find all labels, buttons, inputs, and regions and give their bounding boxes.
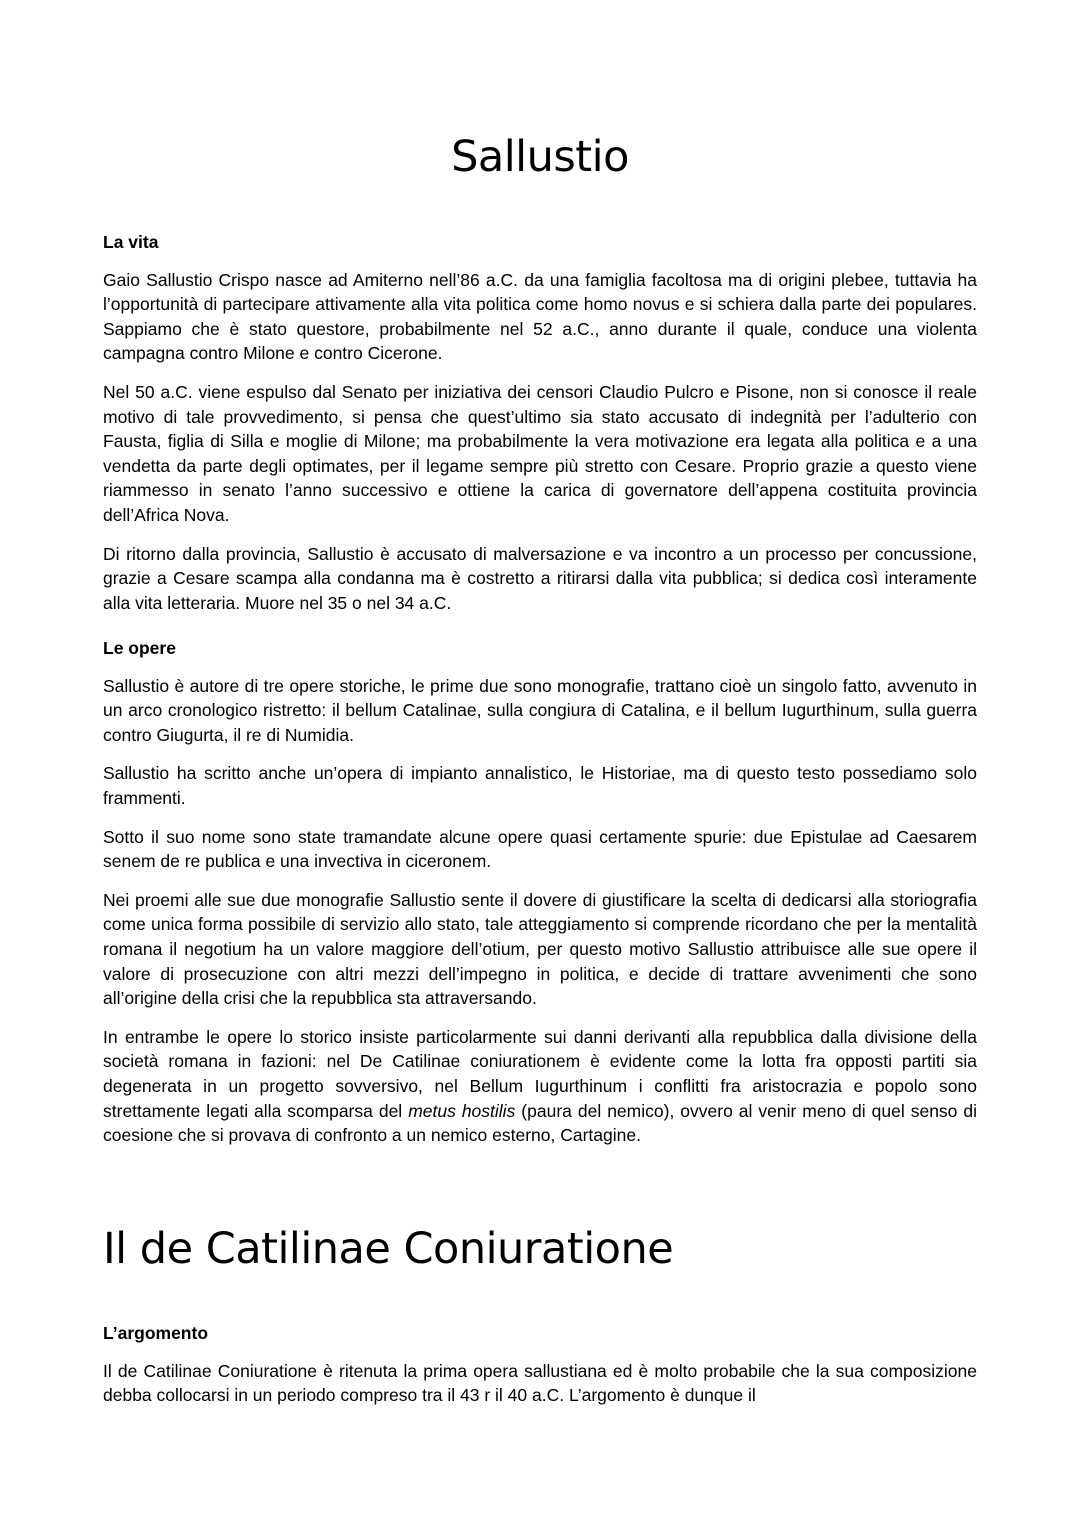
paragraph: Di ritorno dalla provincia, Sallustio è accusato di malversazione e va incontro a un processo per concussione, grazie a Cesare scampa alla condanna ma è costretto a ritirarsi dalla vita pubblica; si dedica così interamente alla vita letteraria. Muore nel 35 o nel 34 a.C. <box>103 543 977 613</box>
paragraph: Il de Catilinae Coniuratione è ritenuta la prima opera sallustiana ed è molto probabile che la sua composizione debba collocarsi in un periodo compreso tra il 43 r il 40 a.C. L’argomento è dunque il <box>103 1360 977 1406</box>
paragraph: Sallustio ha scritto anche un’opera di impianto annalistico, le Historiae, ma di questo testo possediamo solo frammenti. <box>103 763 977 808</box>
section-argomento <box>103 1321 977 1422</box>
paragraph <box>103 1025 977 1148</box>
paragraph: Gaio Sallustio Crispo nasce ad Amiterno nell’86 a.C. da una famiglia facoltosa ma di origini plebee, tuttavia ha l’opportunità di partecipare attivamente alla vita politica come homo novus e si schiera dalla parte dei populares. Sappiamo che è stato questore, probabilmente nel 52 a.C., anno durante il quale, conduce una violenta campagna contro Milone e contro Cicerone. <box>103 269 977 364</box>
paragraph: Sotto il suo nome sono state tramandate alcune opere quasi certamente spurie: due Epistulae ad Caesarem senem de re publica e una invectiva in ciceronem. <box>103 826 977 872</box>
section-le-opere <box>103 636 977 1162</box>
paragraph: Sallustio è autore di tre opere storiche, le prime due sono monografie, trattano cioè un singolo fatto, avvenuto in un arco cronologico ristretto: il bellum Catalinae, sulla congiura di Catalina, e il bellum Iugurthinum, sulla guerra contro Giugurta, il re di Numidia. <box>103 675 977 745</box>
italic-term: metus hostilis <box>408 1100 516 1121</box>
section-heading: La vita <box>103 232 159 252</box>
section-title: Il de Catilinae Coniuratione <box>103 1224 674 1274</box>
section-heading: Le opere <box>103 638 176 658</box>
paragraph-text: In entrambe le opere lo storico insiste particolarmente sui danni derivanti alla repubblica dalla divisione della società romana in fazioni: nel De Catilinae coniurationem è evidente come la lotta fra opposti partiti sia degenerata in un progetto sovversivo, nel Bellum Iugurthinum i conflitti fra aristocrazia e popolo sono strettamente legati alla scomparsa del <box>103 1026 977 1121</box>
document-title: Sallustio <box>451 132 629 182</box>
paragraph: Nei proemi alle sue due monografie Sallustio sente il dovere di giustificare la scelta di dedicarsi alla storiografia come unica forma possibile di servizio allo stato, tale atteggiamento si comprende ricordano che per la mentalità romana il negotium ha un valore maggiore dell’otium, per questo motivo Sallustio attribuisce alle sue opere il valore di prosecuzione con altri mezzi dell’impegno in politica, e decide di trattare avvenimenti che sono all’origine della crisi che la repubblica sta attraversando. <box>103 889 977 1009</box>
paragraph: Nel 50 a.C. viene espulso dal Senato per iniziativa dei censori Claudio Pulcro e Pisone, non si conosce il reale motivo di tale provvedimento, si pensa che quest’ultimo sia stato accusato di indegnità per l’adulterio con Fausta, figlia di Silla e moglie di Milone; ma probabilmente la vera motivazione era legata alla politica e a una vendetta da parte degli optimates, per il legame sempre più stretto con Cesare. Proprio grazie a questo viene riammesso in senato l’anno successivo e ottiene la carica di governatore dell’appena costituita provincia dell’Africa Nova. <box>103 381 977 525</box>
section-heading: L’argomento <box>103 1323 209 1343</box>
section-la-vita <box>103 230 977 629</box>
paragraph-text: (paura del nemico), ovvero al venir meno di quel senso di coesione che si provava di confronto a un nemico esterno, Cartagine. <box>103 1100 978 1146</box>
